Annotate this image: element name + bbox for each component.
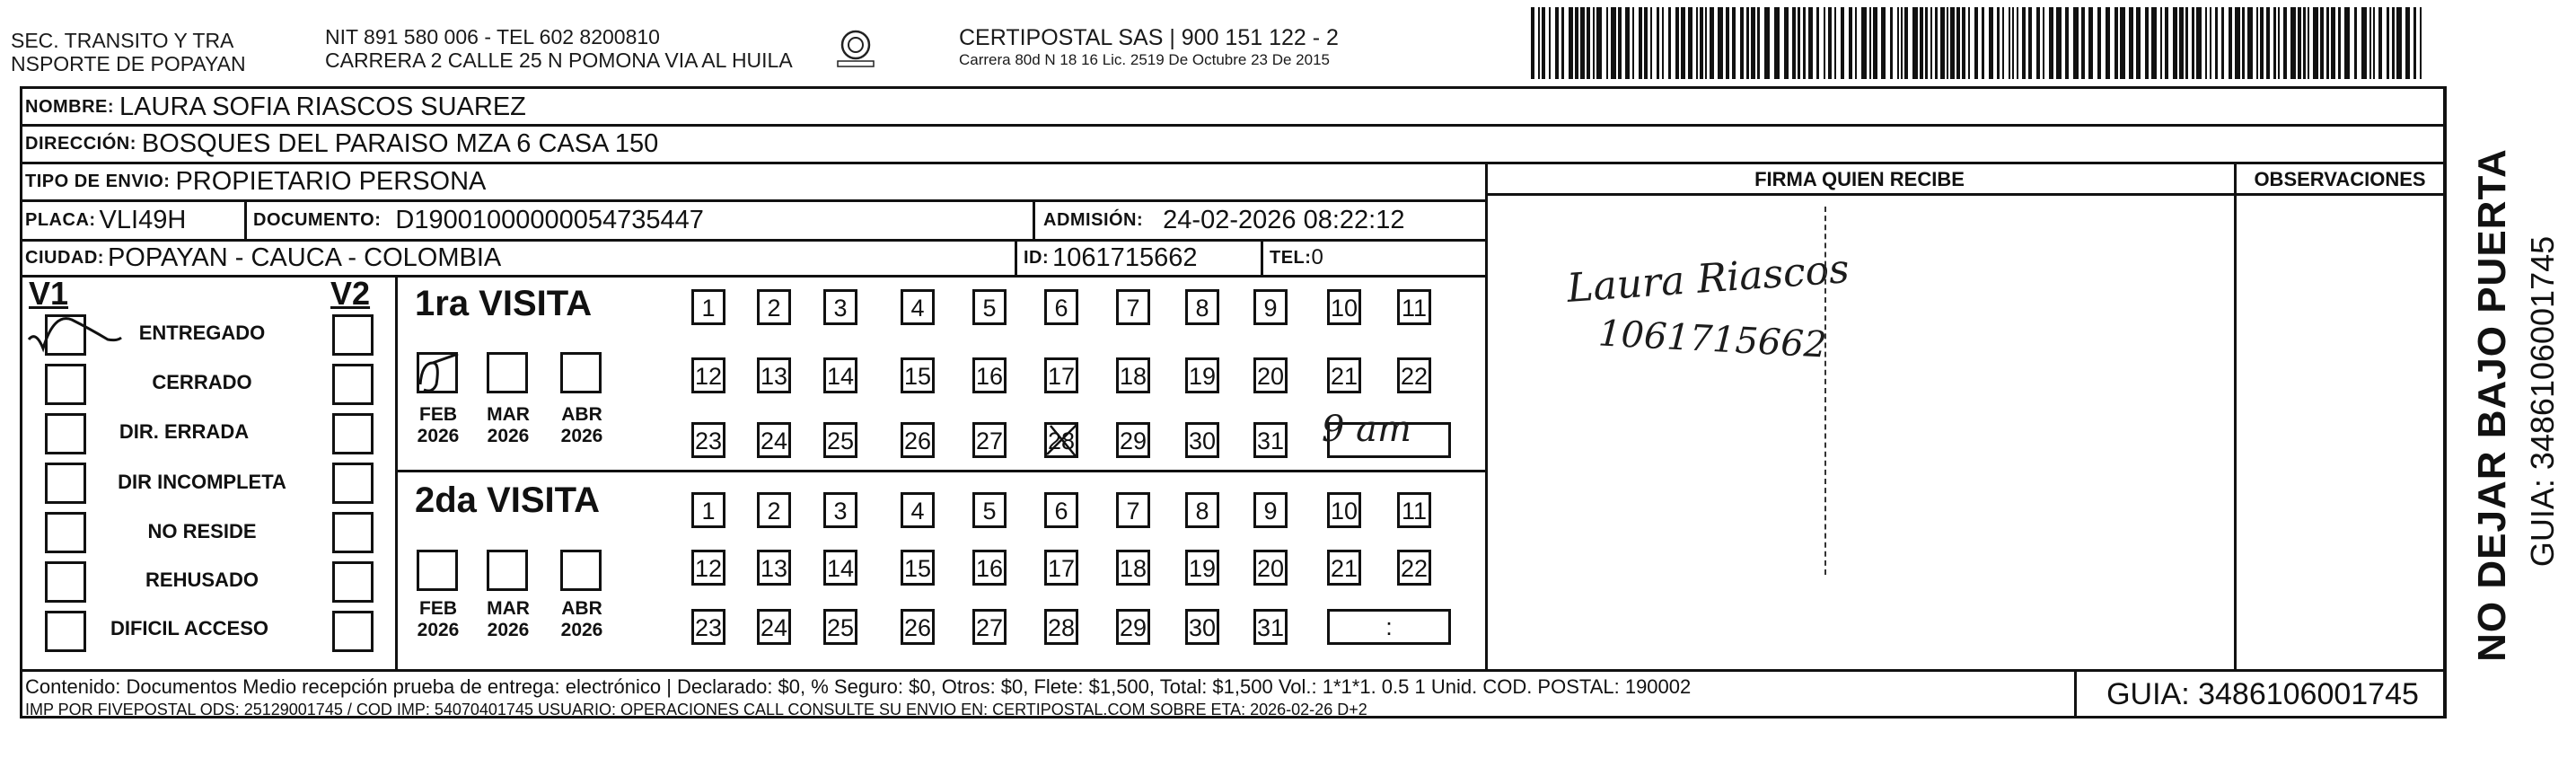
month-year: 2026 [417,426,460,446]
first-visit-day-15[interactable]: 15 [901,357,935,393]
month-year: 2026 [417,620,460,640]
ciudad-value: POPAYAN - CAUCA - COLOMBIA [107,242,502,272]
month-name: ABR [561,404,602,425]
status-rehusado: REHUSADO [145,569,259,591]
first-visit-day-16[interactable]: 16 [972,357,1007,393]
second-visit-day-8[interactable]: 8 [1185,492,1219,528]
second-visit-month-label-feb [411,598,465,641]
footer-guia: GUIA: 3486106001745 [2106,677,2419,711]
company-block [959,25,1339,69]
second-visit-day-24[interactable]: 24 [757,609,791,645]
first-visit-day-5[interactable]: 5 [972,289,1007,325]
v1-checkbox-6[interactable] [45,561,86,603]
nit-block [325,25,793,72]
guia-vertical: GUIA: 3486106001745 [2524,235,2561,568]
month-year: 2026 [487,426,530,446]
sender-line-1: SEC. TRANSITO Y TRA [11,29,234,52]
second-visit-day-7[interactable]: 7 [1116,492,1150,528]
tel-value: 0 [1311,245,1323,269]
v2-checkbox-7[interactable] [332,611,374,652]
first-visit-day-14[interactable]: 14 [823,357,857,393]
company-line-2: Carrera 80d N 18 16 Lic. 2519 De Octubre 23 De 2015 [959,51,1330,68]
first-visit-day-10[interactable]: 10 [1327,289,1361,325]
footer-imp-line: IMP POR FIVEPOSTAL ODS: 25129001745 / COD IMP: 54070401745 USUARIO: OPERACIONES CALL CONSULTE SU ENVIO EN: CERTIPOSTAL.COM SOBRE ETA: 2026-02-26 D+2 [25,701,1367,719]
nombre-value: LAURA SOFIA RIASCOS SUAREZ [119,92,526,121]
second-visit-month-box-mar[interactable] [487,550,528,591]
v2-checkbox-5[interactable] [332,512,374,553]
second-visit-day-16[interactable]: 16 [972,550,1007,586]
second-visit-day-20[interactable]: 20 [1253,550,1288,586]
second-visit-day-1[interactable]: 1 [691,492,725,528]
signature-name: Laura Riascos [1565,246,1851,312]
first-visit-label: 1ra VISITA [415,284,593,323]
first-visit-day-19[interactable]: 19 [1185,357,1219,393]
firma-label: FIRMA QUIEN RECIBE [1754,168,1965,190]
v1-checkbox-4[interactable] [45,463,86,504]
certipostal-logo [833,27,878,72]
ciudad-cell [25,241,501,275]
v1-label: V1 [29,275,69,312]
first-visit-month-label-feb [411,404,465,447]
second-visit-day-3[interactable]: 3 [823,492,857,528]
no-dejar-bajo-puerta: NO DEJAR BAJO PUERTA [2470,148,2514,662]
status-dificil-acceso: DIFICIL ACCESO [110,617,268,639]
documento-label: DOCUMENTO: [253,209,382,230]
first-visit-day-12[interactable]: 12 [691,357,725,393]
second-visit-day-9[interactable]: 9 [1253,492,1288,528]
second-visit-day-30[interactable]: 30 [1185,609,1219,645]
first-visit-month-label-mar [481,404,535,447]
id-value: 1061715662 [1052,242,1198,272]
month-name: FEB [419,404,457,425]
first-visit-day-22[interactable]: 22 [1397,357,1431,393]
first-visit-day-27[interactable]: 27 [972,422,1007,458]
first-visit-day-17[interactable]: 17 [1044,357,1078,393]
first-visit-day-31[interactable]: 31 [1253,422,1288,458]
day-28-mark [1040,419,1085,462]
tipo-envio-value: PROPIETARIO PERSONA [175,166,487,196]
first-visit-day-9[interactable]: 9 [1253,289,1288,325]
direccion-value: BOSQUES DEL PARAISO MZA 6 CASA 150 [141,128,659,158]
second-visit-time-box[interactable]: : [1327,609,1451,645]
direccion-row [25,127,658,161]
second-visit-label: 2da VISITA [415,480,600,520]
second-visit-month-label-abr [555,598,609,641]
v1-checkbox-3[interactable] [45,413,86,454]
admision-value: 24-02-2026 08:22:12 [1163,205,1405,234]
v2-checkbox-6[interactable] [332,561,374,603]
second-visit-day-2[interactable]: 2 [757,492,791,528]
handwritten-time: 9 am [1322,409,1411,450]
second-visit-day-17[interactable]: 17 [1044,550,1078,586]
second-visit-month-box-abr[interactable] [560,550,602,591]
second-visit-day-27[interactable]: 27 [972,609,1007,645]
first-visit-day-6[interactable]: 6 [1044,289,1078,325]
month-year: 2026 [487,620,530,640]
admision-cell [1043,202,1404,238]
first-visit-day-18[interactable]: 18 [1116,357,1150,393]
status-no-reside: NO RESIDE [147,520,257,542]
second-visit-month-box-feb[interactable] [417,550,458,591]
first-visit-day-8[interactable]: 8 [1185,289,1219,325]
first-visit-day-28[interactable]: 28 [1044,422,1078,458]
first-visit-month-box-mar[interactable] [487,352,528,393]
id-label: ID: [1024,247,1050,268]
second-visit-day-29[interactable]: 29 [1116,609,1150,645]
second-visit-day-13[interactable]: 13 [757,550,791,586]
second-visit-day-25[interactable]: 25 [823,609,857,645]
status-dir-incompleta: DIR INCOMPLETA [118,471,286,493]
v2-checkbox-1[interactable] [332,314,374,356]
first-visit-day-2[interactable]: 2 [757,289,791,325]
second-visit-day-6[interactable]: 6 [1044,492,1078,528]
placa-value: VLI49H [99,205,187,234]
first-visit-day-29[interactable]: 29 [1116,422,1150,458]
first-visit-day-4[interactable]: 4 [901,289,935,325]
status-dir-errada: DIR. ERRADA [119,420,250,443]
second-visit-day-10[interactable]: 10 [1327,492,1361,528]
second-visit-day-18[interactable]: 18 [1116,550,1150,586]
nit-line-1: NIT 891 580 006 - TEL 602 8200810 [325,25,660,48]
v2-checkbox-4[interactable] [332,463,374,504]
barcode [1531,7,2433,79]
placa-cell [25,202,186,238]
status-entregado: ENTREGADO [138,322,266,344]
second-visit-day-31[interactable]: 31 [1253,609,1288,645]
first-visit-day-24[interactable]: 24 [757,422,791,458]
first-visit-day-20[interactable]: 20 [1253,357,1288,393]
first-visit-month-label-abr [555,404,609,447]
feb-check-mark [413,350,467,401]
sender-line-2: NSPORTE DE POPAYAN [11,52,246,75]
second-visit-day-21[interactable]: 21 [1327,550,1361,586]
second-visit-day-26[interactable]: 26 [901,609,935,645]
second-visit-day-5[interactable]: 5 [972,492,1007,528]
first-visit-day-11[interactable]: 11 [1397,289,1431,325]
documento-cell [253,202,704,238]
observaciones-label: OBSERVACIONES [2254,168,2426,190]
signature-id: 1061715662 [1596,313,1828,366]
first-visit-day-26[interactable]: 26 [901,422,935,458]
month-name: MAR [487,598,530,619]
tipo-envio-label: TIPO DE ENVIO: [25,171,171,191]
v1-checkbox-7[interactable] [45,611,86,652]
side-panel [2446,86,2561,719]
first-visit-day-23[interactable]: 23 [691,422,725,458]
second-visit-month-label-mar [481,598,535,641]
second-visit-day-4[interactable]: 4 [901,492,935,528]
first-visit-day-13[interactable]: 13 [757,357,791,393]
month-year: 2026 [560,620,603,640]
v2-checkbox-2[interactable] [332,364,374,405]
nombre-label: NOMBRE: [25,96,115,117]
v2-label: V2 [330,275,371,312]
tel-cell [1270,241,1323,275]
status-cerrado: CERRADO [152,371,252,393]
second-visit-day-19[interactable]: 19 [1185,550,1219,586]
first-visit-day-3[interactable]: 3 [823,289,857,325]
second-visit-day-14[interactable]: 14 [823,550,857,586]
first-visit-day-25[interactable]: 25 [823,422,857,458]
second-visit-day-15[interactable]: 15 [901,550,935,586]
first-visit-day-30[interactable]: 30 [1185,422,1219,458]
nombre-row [25,90,526,124]
id-cell [1024,241,1197,275]
v1-checkbox-2[interactable] [45,364,86,405]
second-visit-day-22[interactable]: 22 [1397,550,1431,586]
first-visit-day-7[interactable]: 7 [1116,289,1150,325]
first-visit-month-box-abr[interactable] [560,352,602,393]
second-visit-day-28[interactable]: 28 [1044,609,1078,645]
footer-contenido: Contenido: Documentos Medio recepción prueba de entrega: electrónico | Declarado: $0, % Seguro: $0, Otros: $0, Flete: $1,500, Total: $1,500 Vol.: 1*1*1. 0.5 1 Unid. COD. POSTAL: 190002 [25,675,1692,698]
admision-label: ADMISIÓN: [1043,209,1144,230]
company-line-1: CERTIPOSTAL SAS | 900 151 122 - 2 [959,25,1339,50]
month-name: FEB [419,598,457,619]
v2-checkbox-3[interactable] [332,413,374,454]
second-visit-day-11[interactable]: 11 [1397,492,1431,528]
v1-checkbox-5[interactable] [45,512,86,553]
entregado-checkmark [18,304,126,366]
second-visit-day-23[interactable]: 23 [691,609,725,645]
nit-line-2: CARRERA 2 CALLE 25 N POMONA VIA AL HUILA [325,48,793,72]
first-visit-day-1[interactable]: 1 [691,289,725,325]
month-year: 2026 [560,426,603,446]
second-visit-day-12[interactable]: 12 [691,550,725,586]
tipo-envio-row [25,164,486,198]
first-visit-day-21[interactable]: 21 [1327,357,1361,393]
sender-block [11,29,246,75]
tel-label: TEL: [1270,247,1312,268]
month-name: ABR [561,598,602,619]
placa-label: PLACA: [25,209,96,230]
month-name: MAR [487,404,530,425]
documento-value: D19001000000054735447 [395,205,704,234]
signature-divider [1824,207,1829,575]
ciudad-label: CIUDAD: [25,247,104,268]
direccion-label: DIRECCIÓN: [25,133,136,154]
